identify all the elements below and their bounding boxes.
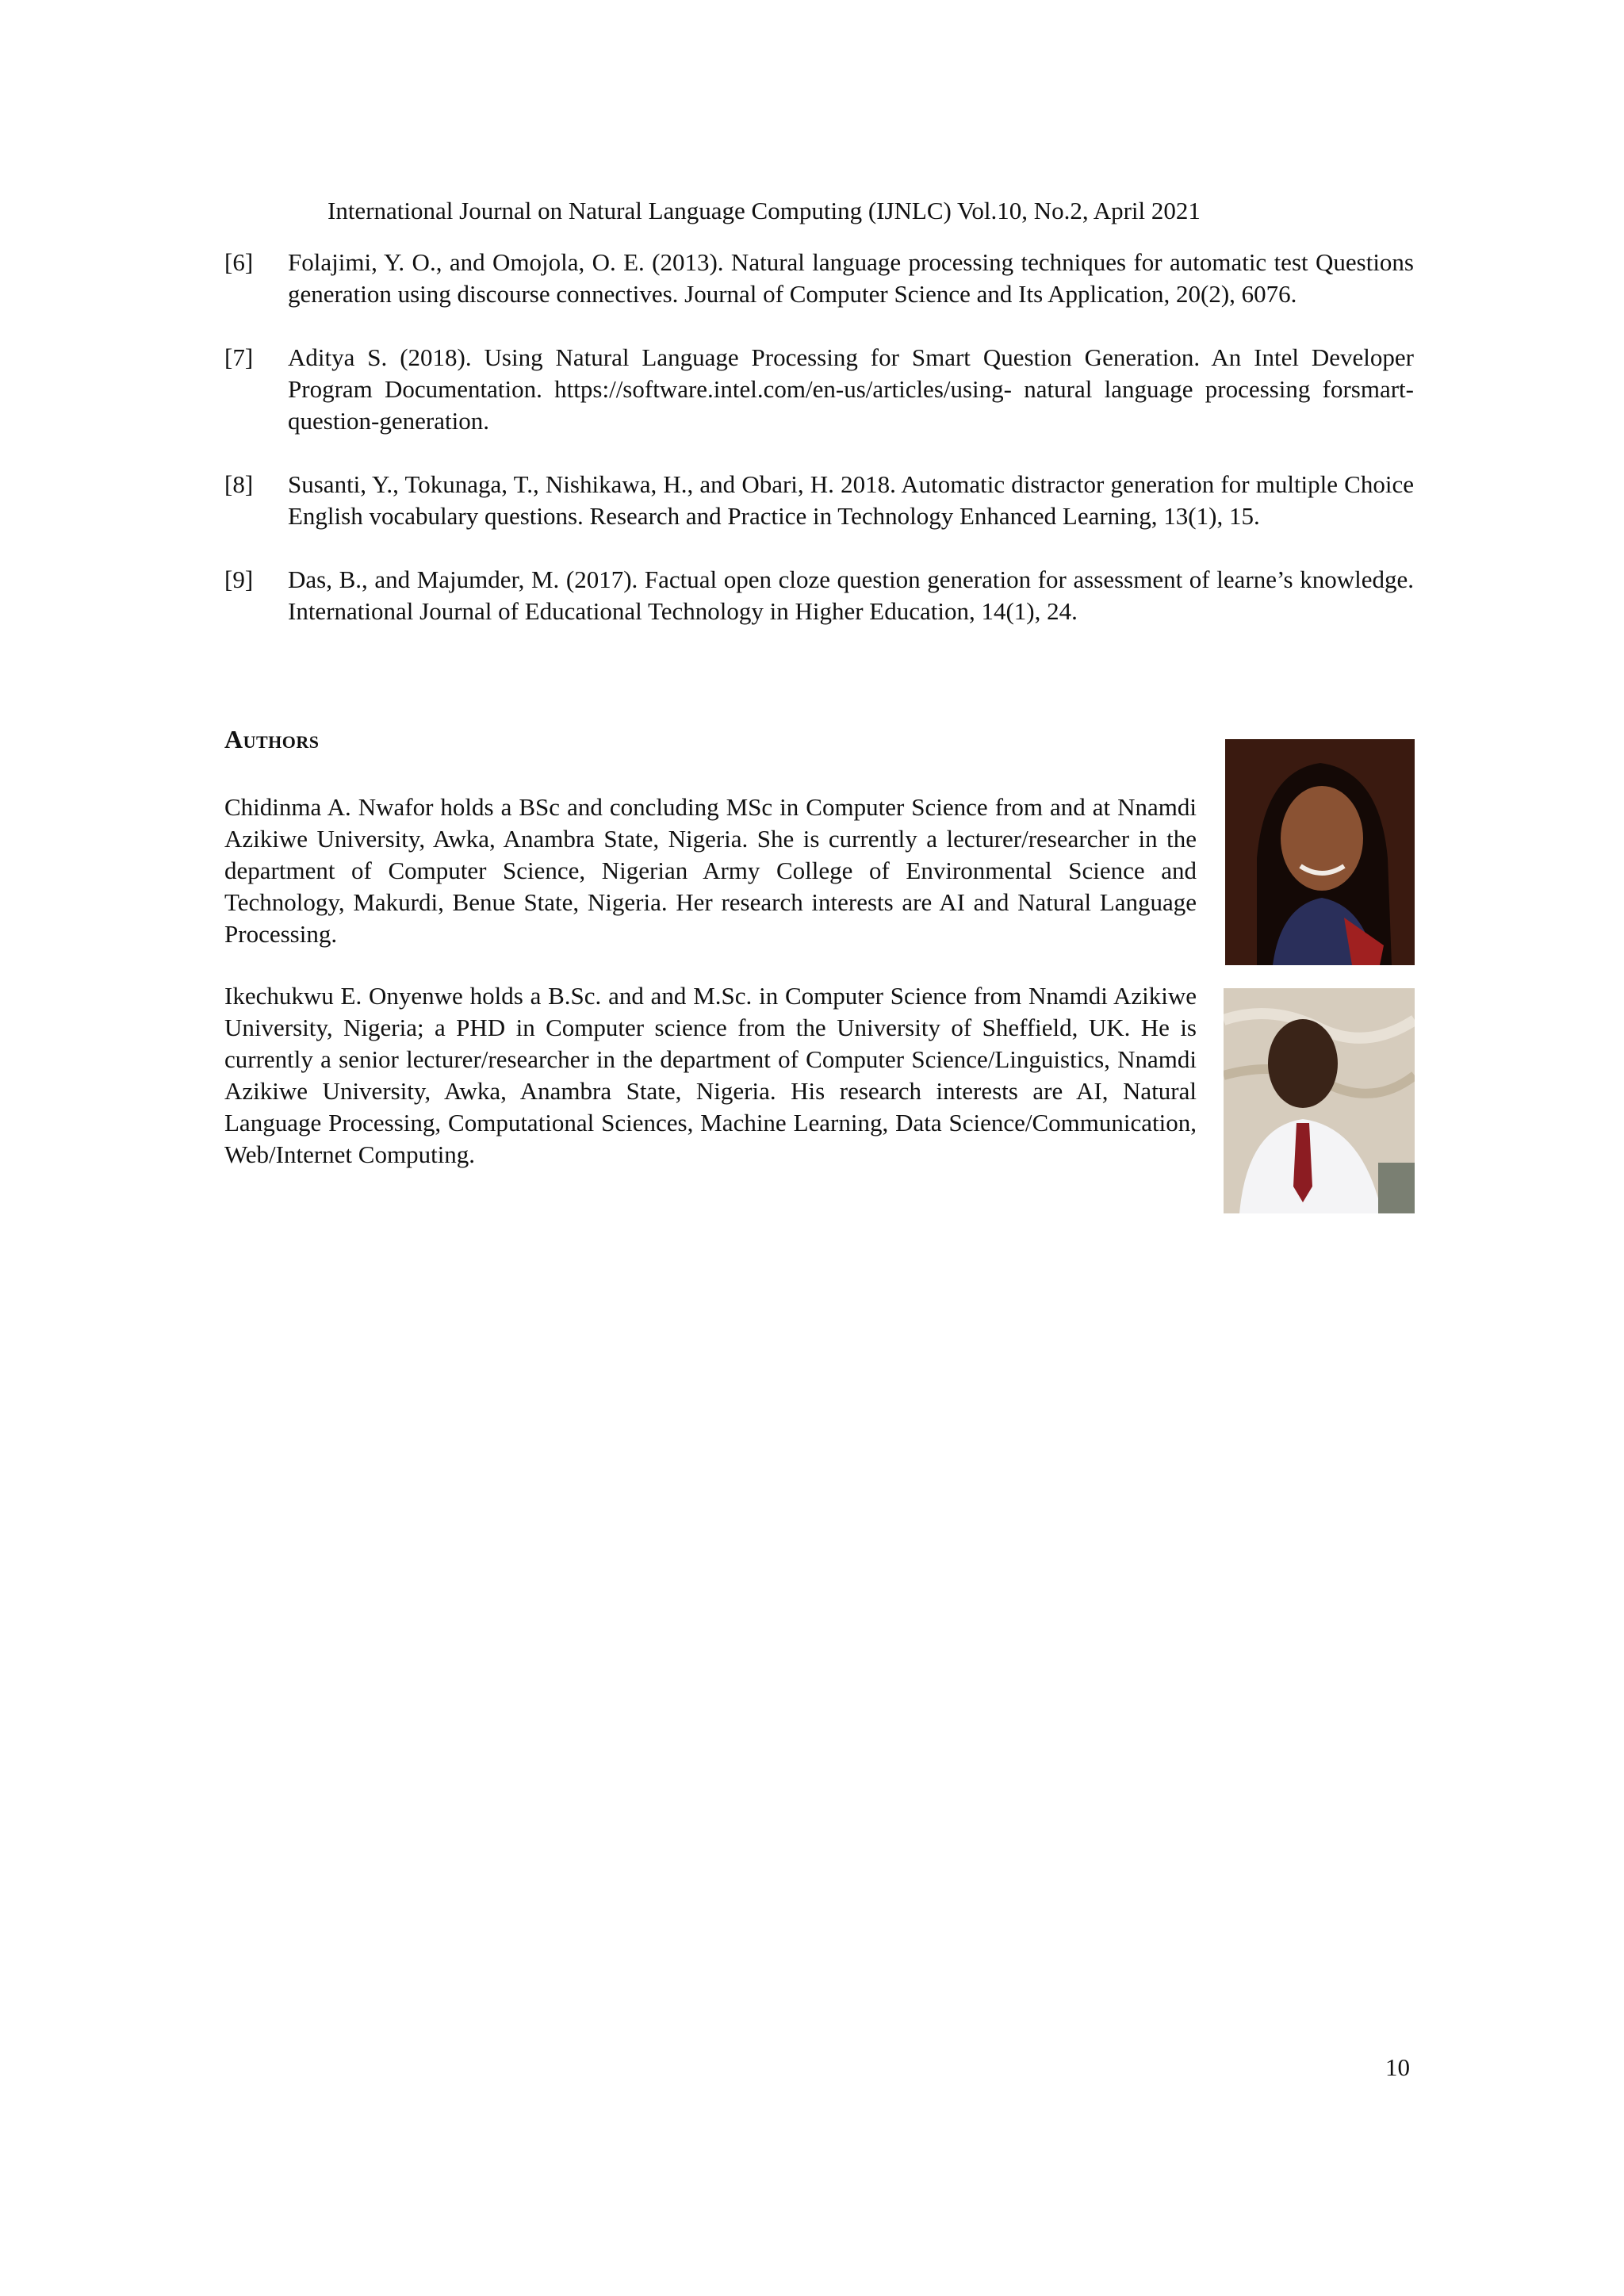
reference-text: Susanti, Y., Tokunaga, T., Nishikawa, H., and Obari, H. 2018. Automatic distractor generation for multiple Choice English vocabulary questions. Research and Practice in Technology Enhanced Learning, 13(1), 15.: [288, 470, 1414, 530]
page-number: 10: [1385, 2053, 1410, 2081]
author-photo-onyenwe: [1224, 988, 1415, 1213]
authors-heading: Authors: [224, 725, 320, 753]
reference-text: Das, B., and Majumder, M. (2017). Factual open cloze question generation for assessment of learne’s knowledge. International Journal of Educational Technology in Higher Education, 14(1), 24.: [288, 565, 1414, 625]
running-header: International Journal on Natural Language Computing (IJNLC) Vol.10, No.2, April 2021: [327, 197, 1201, 224]
reference-item: [224, 564, 1414, 627]
reference-number: [6]: [224, 248, 254, 276]
author-bio-nwafor: Chidinma A. Nwafor holds a BSc and concluding MSc in Computer Science from and at Nnamdi Azikiwe University, Awka, Anambra State, Nigeria. She is currently a lecturer/researcher in the department of Computer Science, Nigerian Army College of Environmental Science and Technology, Makurdi, Benue State, Nigeria. Her research interests are AI and Natural Language Processing.: [224, 793, 1197, 948]
reference-number: [7]: [224, 343, 254, 371]
reference-number: [9]: [224, 565, 254, 593]
reference-item: [224, 469, 1414, 532]
reference-list: [224, 247, 1414, 659]
author-bio-onyenwe: Ikechukwu E. Onyenwe holds a B.Sc. and and M.Sc. in Computer Science from Nnamdi Azikiwe University, Nigeria; a PHD in Computer science from the University of Sheffield, UK. He is currently a senior lecturer/researcher in the department of Computer Science/Linguistics, Nnamdi Azikiwe University, Awka, Anambra State, Nigeria. His research interests are AI, Natural Language Processing, Computational Sciences, Machine Learning, Data Science/Communication, Web/Internet Computing.: [224, 982, 1197, 1168]
reference-text: Folajimi, Y. O., and Omojola, O. E. (2013). Natural language processing techniques for automatic test Questions generation using discourse connectives. Journal of Computer Science and Its Application, 20(2), 6076.: [288, 248, 1414, 308]
reference-item: [224, 247, 1414, 310]
reference-number: [8]: [224, 470, 254, 498]
reference-text: Aditya S. (2018). Using Natural Language Processing for Smart Question Generation. An Intel Developer Program Documentation. https://software.intel.com/en-us/articles/using- natural language processing forsmart-question-generation.: [288, 343, 1414, 435]
author-photo-nwafor: [1225, 739, 1415, 965]
reference-item: [224, 342, 1414, 437]
